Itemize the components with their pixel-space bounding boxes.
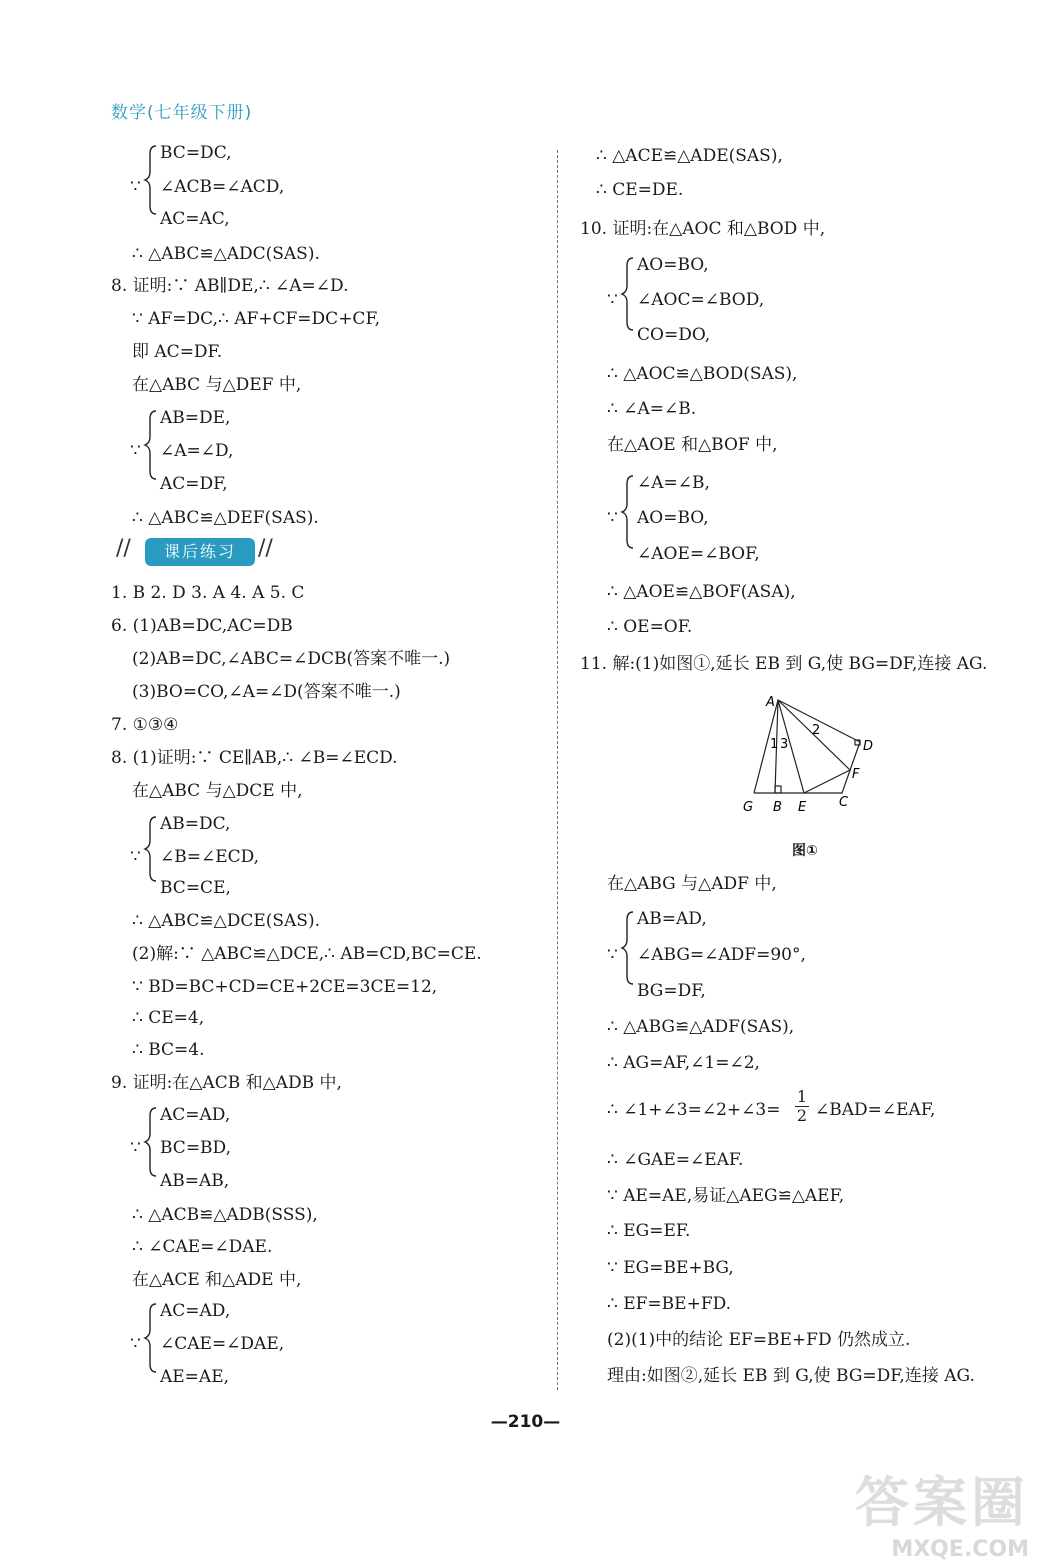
right-text-line: 11. 解:(1)如图①,延长 EB 到 G,使 BG=DF,连接 AG. [580,654,988,674]
watermark [855,1460,1029,1562]
brace-1 [145,146,156,214]
right-text-line: ∴ EG=EF. [607,1221,691,1241]
left-text-line: ∵ [130,847,141,867]
left-text-line: 7. ①③④ [111,715,179,735]
right-text-line: 理由:如图②,延长 EB 到 G,使 BG=DF,连接 AG. [607,1366,975,1386]
watermark-url: MXQE.COM [891,1537,1029,1562]
left-text-line: ∵ [130,441,141,461]
right-text-line: ∴ △AOC≌△BOD(SAS), [607,364,798,384]
right-text-line: ∴ △ABG≌△ADF(SAS), [607,1017,795,1037]
left-text-line: ∵ [130,177,141,197]
page-header: 数学(七年级下册) [111,103,253,123]
right-text-line: ∴ ∠GAE=∠EAF. [607,1150,744,1170]
label-C: C [839,795,849,810]
right-text-line: ∵ [607,508,618,528]
right-text-line: ∵ AE=AE,易证△AEG≌△AEF, [607,1186,845,1206]
label-A: A [766,695,775,710]
right-text-line: ∴ AG=AF,∠1=∠2, [607,1053,760,1073]
left-text-line: (2)AB=DC,∠ABC=∠DCB(答案不唯一.) [132,649,451,669]
left-text-line: 在△ABC 与△DEF 中, [132,375,302,395]
right-text-line: (2)(1)中的结论 EF=BE+FD 仍然成立. [607,1330,911,1350]
right-text-line: ∠BAD=∠EAF, [815,1100,936,1120]
left-text-line: BC=DC, [160,143,232,163]
left-text-line: (3)BO=CO,∠A=∠D(答案不唯一.) [132,682,401,702]
right-text-line: ∠AOE=∠BOF, [637,544,760,564]
right-text-line: ∴ OE=OF. [607,617,693,637]
badge-slash-left: // [116,536,131,561]
figure-caption: 图① [792,843,818,859]
left-text-line: 6. (1)AB=DC,AC=DB [111,616,293,636]
right-text-line: BG=DF, [637,981,706,1001]
left-text-line: ∴ CE=4, [132,1008,205,1028]
label-3: 3 [780,737,789,752]
label-1: 1 [770,737,779,752]
right-text-line: AO=BO, [637,255,709,275]
watermark-logo: 答案圈 [855,1471,1029,1534]
left-text-line: 在△ABC 与△DCE 中, [132,781,303,801]
left-text-line: AB=AB, [160,1171,230,1191]
right-text-line: ∠AOC=∠BOD, [637,290,765,310]
left-text-line: AC=AC, [160,209,230,229]
left-text-line: 1. B 2. D 3. A 4. A 5. C [111,583,305,603]
fraction-denominator: 2 [796,1106,808,1125]
left-text-line: ∠A=∠D, [160,441,234,461]
right-text-line: ∴ △ACE≌△ADE(SAS), [596,146,783,166]
left-text-line: ∴ BC=4. [132,1040,205,1060]
left-text-line: ∠B=∠ECD, [160,847,260,867]
fraction [795,1088,809,1125]
brace-4 [145,1108,156,1176]
right-text-line: ∵ EG=BE+BG, [607,1258,734,1278]
right-text-line: ∠A=∠B, [637,473,710,493]
left-text-line: ∠ACB=∠ACD, [160,177,285,197]
left-text-line: ∴ △ABC≌△ADC(SAS). [132,244,320,264]
right-text-line: AO=BO, [637,508,709,528]
left-text-line: BC=CE, [160,878,231,898]
right-text-line: ∴ ∠1+∠3=∠2+∠3= [607,1100,781,1120]
brace-6 [622,258,633,330]
label-B: B [773,800,782,815]
geometry-figure [730,690,890,825]
badge-slash-right: // [258,536,273,561]
left-text-line: AC=AD, [160,1301,231,1321]
left-text-line: AC=AD, [160,1105,231,1125]
left-text-line: ∵ [130,1138,141,1158]
left-text-line: ∵ AF=DC,∴ AF+CF=DC+CF, [132,309,380,329]
brace-8 [622,912,633,984]
column-divider [557,150,558,1390]
left-text-line: ∴ ∠CAE=∠DAE. [132,1237,273,1257]
right-text-line: ∴ ∠A=∠B. [607,399,697,419]
right-text-line: 10. 证明:在△AOC 和△BOD 中, [580,219,826,239]
left-text-line: ∠CAE=∠DAE, [160,1334,285,1354]
left-text-line: (2)解:∵ △ABC≌△DCE,∴ AB=CD,BC=CE. [132,944,482,964]
right-text-line: 在△ABG 与△ADF 中, [607,874,777,894]
label-G: G [743,800,754,815]
left-text-line: AB=DC, [160,814,231,834]
brace-7 [622,476,633,548]
left-text-line: ∴ △ABC≌△DEF(SAS). [132,508,319,528]
brace-5 [145,1304,156,1372]
brace-2 [145,411,156,479]
right-text-line: ∴ CE=DE. [596,180,684,200]
left-text-line: 即 AC=DF. [132,342,223,362]
fraction-numerator: 1 [796,1087,808,1106]
right-text-line: ∵ [607,290,618,310]
section-badge: 课后练习 [145,538,255,566]
left-text-line: BC=BD, [160,1138,231,1158]
left-text-line: 9. 证明:在△ACB 和△ADB 中, [111,1073,342,1093]
right-text-line: ∴ EF=BE+FD. [607,1294,732,1314]
label-2: 2 [812,723,821,738]
label-F: F [852,767,860,782]
page-number: —210— [490,1412,561,1432]
brace-3 [145,817,156,881]
left-text-line: AB=DE, [160,408,231,428]
right-text-line: AB=AD, [637,909,707,929]
left-text-line: 8. (1)证明:∵ CE∥AB,∴ ∠B=∠ECD. [111,748,398,768]
label-D: D [863,739,874,754]
left-text-line: ∴ △ABC≌△DCE(SAS). [132,911,320,931]
left-text-line: ∵ [130,1334,141,1354]
left-text-line: ∴ △ACB≌△ADB(SSS), [132,1205,318,1225]
right-text-line: CO=DO, [637,325,711,345]
left-text-line: 8. 证明:∵ AB∥DE,∴ ∠A=∠D. [111,276,349,296]
left-text-line: 在△ACE 和△ADE 中, [132,1270,302,1290]
right-text-line: ∠ABG=∠ADF=90°, [637,945,806,965]
right-text-line: ∵ [607,945,618,965]
right-text-line: ∴ △AOE≌△BOF(ASA), [607,582,796,602]
left-text-line: AE=AE, [160,1367,230,1387]
left-text-line: AC=DF, [160,474,228,494]
label-E: E [798,800,807,815]
right-text-line: 在△AOE 和△BOF 中, [607,435,778,455]
left-text-line: ∵ BD=BC+CD=CE+2CE=3CE=12, [132,977,438,997]
